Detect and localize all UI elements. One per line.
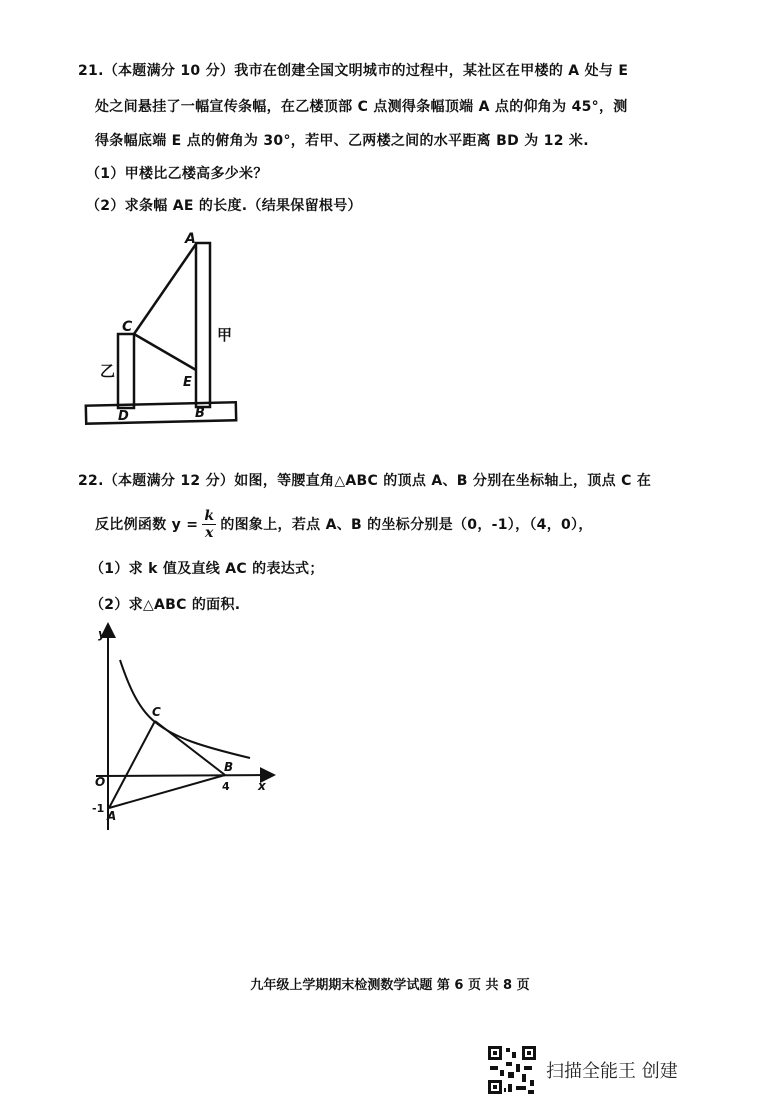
q21-subquestion-2: （2）求条幅 AE 的长度.（结果保留根号）: [86, 198, 362, 214]
fraction-denominator: x: [204, 524, 214, 541]
tick-label-neg1: -1: [92, 802, 105, 815]
label-x: x: [258, 779, 266, 793]
label-B: B: [224, 760, 234, 774]
segment-AC: [109, 721, 155, 808]
label-B: B: [195, 406, 205, 421]
label-A: A: [185, 231, 196, 247]
scanner-watermark: [486, 1044, 678, 1096]
q21-line2: 处之间悬挂了一幅宣传条幅，在乙楼顶部 C 点测得条幅顶端 A 点的仰角为 45°，测: [95, 99, 628, 115]
q22-subquestion-2: （2）求△ABC 的面积.: [90, 597, 241, 613]
label-C: C: [152, 705, 161, 719]
label-D: D: [118, 409, 129, 424]
scanner-caption: 扫描全能王 创建: [546, 1061, 678, 1082]
qr-code-icon: [486, 1044, 538, 1096]
page-footer: 九年级上学期期末检测数学试题 第 6 页 共 8 页: [250, 978, 530, 993]
label-O: O: [95, 775, 106, 789]
segment-AB: [109, 775, 225, 808]
q22-line2-prefix: 反比例函数 y =: [95, 517, 199, 533]
label-jia: 甲: [217, 326, 233, 344]
fraction-numerator: k: [204, 507, 215, 524]
label-yi: 乙: [100, 362, 116, 380]
q21-subquestion-1: （1）甲楼比乙楼高多少米？: [86, 166, 268, 182]
label-E: E: [183, 375, 192, 390]
q21-text-line1: （本题满分 10 分）我市在创建全国文明城市的过程中，某社区在甲楼的 A 处与 E: [103, 63, 629, 79]
q22-subquestion-1: （1）求 k 值及直线 AC 的表达式；: [90, 561, 324, 577]
q21-number: 21.: [78, 63, 104, 79]
label-y: y: [98, 627, 106, 641]
q22-number: 22.: [78, 473, 104, 489]
q21-line3: 得条幅底端 E 点的俯角为 30°，若甲、乙两楼之间的水平距离 BD 为 12 米.: [95, 133, 589, 149]
q22-text-line1: （本题满分 12 分）如图，等腰直角△ABC 的顶点 A、B 分别在坐标轴上，顶点 C 在: [103, 473, 652, 489]
q22-line2-suffix: 的图象上，若点 A、B 的坐标分别是（0，-1），（4，0），: [220, 517, 593, 533]
x-axis: [96, 775, 268, 776]
label-C: C: [122, 319, 133, 335]
tick-label-4: 4: [222, 780, 230, 793]
label-A: A: [107, 809, 117, 823]
